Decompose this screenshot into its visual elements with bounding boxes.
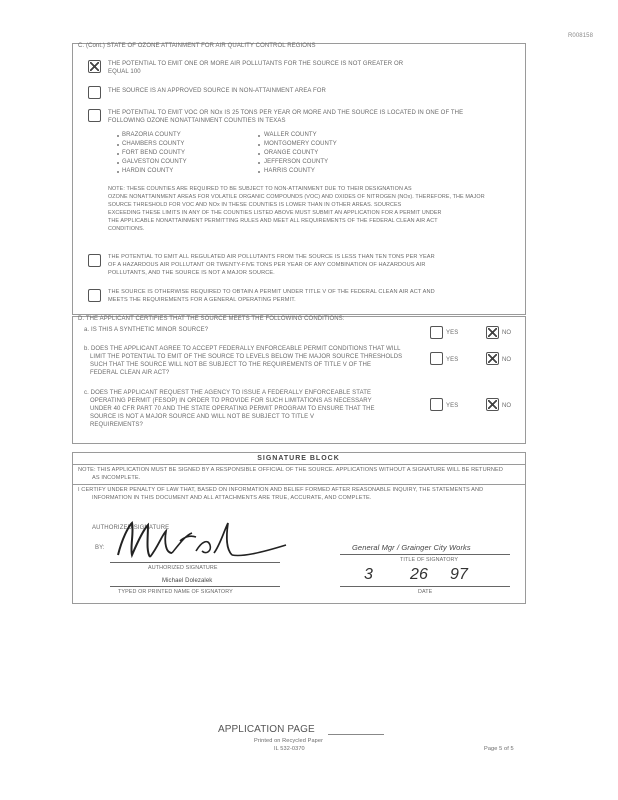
question-b-line-3: SUCH THAT THE SOURCE WILL NOT BE SUBJECT TO THE REQUIREMENTS OF TITLE V OF THE bbox=[90, 362, 372, 368]
date-caption: DATE bbox=[418, 589, 433, 595]
signature-note-line-2: AS INCOMPLETE. bbox=[92, 475, 141, 481]
note-line-5: THE APPLICABLE NONATTAINMENT PERMITTING RULES AND MEET ALL REQUIREMENTS OF THE FEDERAL CLEAN AIR ACT bbox=[108, 218, 438, 224]
question-c-yes-label: YES bbox=[446, 403, 459, 409]
option-4-text-line-1: THE POTENTIAL TO EMIT ALL REGULATED AIR POLLUTANTS FROM THE SOURCE IS LESS THAN TEN TONS PER YEAR bbox=[108, 254, 435, 260]
question-c-yes-checkbox[interactable] bbox=[430, 398, 443, 411]
option-5-text-line-1: THE SOURCE IS OTHERWISE REQUIRED TO OBTAIN A PERMIT UNDER TITLE V OF THE FEDERAL CLEAN AIR ACT AND bbox=[108, 289, 435, 295]
by-label: BY: bbox=[95, 545, 105, 551]
signature-line bbox=[110, 562, 280, 563]
option-1-text-line-1: THE POTENTIAL TO EMIT ONE OR MORE AIR POLLUTANTS FOR THE SOURCE IS NOT GREATER OR bbox=[108, 61, 404, 67]
date-day: 26 bbox=[410, 566, 428, 583]
printed-name-line bbox=[110, 586, 280, 587]
county-right-5: HARRIS COUNTY bbox=[264, 168, 315, 174]
option-3-checkbox[interactable] bbox=[88, 109, 101, 122]
signature-caption: AUTHORIZED SIGNATURE bbox=[148, 565, 218, 571]
form-number: IL 532-0370 bbox=[274, 746, 305, 752]
bullet-icon bbox=[117, 144, 119, 146]
question-b-yes-checkbox[interactable] bbox=[430, 352, 443, 365]
date-year: 97 bbox=[450, 566, 468, 583]
signatory-title: General Mgr / Grainger City Works bbox=[352, 543, 471, 552]
question-a-no-checkbox[interactable] bbox=[486, 326, 499, 339]
note-line-3: SOURCE THRESHOLD FOR VOC AND NOx IN THESE COUNTIES IS LOWER THAN IN OTHER AREAS. SOURCES bbox=[108, 202, 402, 208]
section-c-header: C. (Cont.) STATE OF OZONE ATTAINMENT FOR AIR QUALITY CONTROL REGIONS bbox=[78, 43, 316, 49]
option-4-text-line-3: POLLUTANTS, AND THE SOURCE IS NOT A MAJOR SOURCE. bbox=[108, 270, 275, 276]
question-c-line-1: c. DOES THE APPLICANT REQUEST THE AGENCY TO ISSUE A FEDERALLY ENFORCEABLE STATE bbox=[84, 390, 372, 396]
date-line bbox=[340, 586, 510, 587]
question-a-yes-checkbox[interactable] bbox=[430, 326, 443, 339]
option-2-text: THE SOURCE IS AN APPROVED SOURCE IN NON-ATTAINMENT AREA FOR bbox=[108, 88, 326, 94]
county-left-2: CHAMBERS COUNTY bbox=[122, 141, 185, 147]
title-line bbox=[340, 554, 510, 555]
county-left-4: GALVESTON COUNTY bbox=[122, 159, 187, 165]
option-5-text-line-2: MEETS THE REQUIREMENTS FOR A GENERAL OPERATING PERMIT. bbox=[108, 297, 296, 303]
county-right-2: MONTGOMERY COUNTY bbox=[264, 141, 337, 147]
question-c-line-2: OPERATING PERMIT (FESOP) IN ORDER TO PROVIDE FOR SUCH LIMITATIONS AS NECESSARY bbox=[90, 398, 372, 404]
signature-note-line-1: NOTE: THIS APPLICATION MUST BE SIGNED BY A RESPONSIBLE OFFICIAL OF THE SOURCE. APPLICATIONS WITHOUT A SIGNATURE WILL BE RETURNED bbox=[78, 467, 503, 473]
question-b-yes-label: YES bbox=[446, 357, 459, 363]
date-month: 3 bbox=[364, 566, 373, 583]
option-2-checkbox[interactable] bbox=[88, 86, 101, 99]
option-5-checkbox[interactable] bbox=[88, 289, 101, 302]
page-number: Page 5 of 5 bbox=[484, 746, 514, 752]
section-d-header: D. THE APPLICANT CERTIFIES THAT THE SOURCE MEETS THE FOLLOWING CONDITIONS: bbox=[78, 316, 345, 322]
option-4-text-line-2: OF A HAZARDOUS AIR POLLUTANT OR TWENTY-FIVE TONS PER YEAR OF ANY COMBINATION OF HAZARDOUS AIR bbox=[108, 262, 426, 268]
question-c-line-4: SOURCE IS NOT A MAJOR SOURCE AND WILL NOT BE SUBJECT TO TITLE V bbox=[90, 414, 315, 420]
bullet-icon bbox=[258, 135, 260, 137]
signature-note-divider bbox=[72, 484, 525, 485]
bullet-icon bbox=[258, 144, 260, 146]
printed-name-caption: TYPED OR PRINTED NAME OF SIGNATORY bbox=[118, 589, 233, 595]
question-b-line-1: b. DOES THE APPLICANT AGREE TO ACCEPT FEDERALLY ENFORCEABLE PERMIT CONDITIONS THAT WILL bbox=[84, 346, 401, 352]
question-b-line-4: FEDERAL CLEAN AIR ACT? bbox=[90, 370, 170, 376]
county-left-3: FORT BEND COUNTY bbox=[122, 150, 186, 156]
bullet-icon bbox=[258, 153, 260, 155]
question-b-line-2: LIMIT THE POTENTIAL TO EMIT OF THE SOURCE TO LEVELS BELOW THE MAJOR SOURCE THRESHOLDS bbox=[90, 354, 403, 360]
authorized-signature-label: AUTHORIZED SIGNATURE bbox=[92, 525, 170, 531]
option-1-text-line-2: EQUAL 100 bbox=[108, 69, 141, 75]
recycled-paper-note: Printed on Recycled Paper bbox=[254, 738, 324, 744]
county-right-3: ORANGE COUNTY bbox=[264, 150, 319, 156]
option-4-checkbox[interactable] bbox=[88, 254, 101, 267]
signature-title-divider bbox=[72, 464, 525, 465]
application-page-number-line bbox=[328, 734, 384, 735]
question-a-text: a. IS THIS A SYNTHETIC MINOR SOURCE? bbox=[84, 327, 209, 333]
county-left-5: HARDIN COUNTY bbox=[122, 168, 174, 174]
bullet-icon bbox=[117, 171, 119, 173]
question-b-no-checkbox[interactable] bbox=[486, 352, 499, 365]
title-caption: TITLE OF SIGNATORY bbox=[400, 557, 459, 563]
question-a-no-label: NO bbox=[502, 330, 512, 336]
question-b-no-label: NO bbox=[502, 357, 512, 363]
bullet-icon bbox=[258, 171, 260, 173]
certify-line-2: INFORMATION IN THIS DOCUMENT AND ALL ATTACHMENTS ARE TRUE, ACCURATE, AND COMPLETE. bbox=[92, 495, 372, 501]
option-1-checkbox[interactable] bbox=[88, 60, 101, 73]
note-line-4: EXCEEDING THESE LIMITS IN ANY OF THE COUNTIES LISTED ABOVE MUST SUBMIT AN APPLICATION FOR A PERMIT UNDER bbox=[108, 210, 442, 216]
signature-block-title: SIGNATURE BLOCK bbox=[257, 455, 340, 462]
option-3-text-line-1: THE POTENTIAL TO EMIT VOC OR NOx IS 25 TONS PER YEAR OR MORE AND THE SOURCE IS LOCATED IN ONE OF THE bbox=[108, 110, 464, 116]
bullet-icon bbox=[117, 135, 119, 137]
county-right-1: WALLER COUNTY bbox=[264, 132, 317, 138]
application-page-label: APPLICATION PAGE bbox=[218, 724, 315, 735]
handwritten-signature bbox=[110, 517, 295, 563]
question-a-yes-label: YES bbox=[446, 330, 459, 336]
county-left-1: BRAZORIA COUNTY bbox=[122, 132, 181, 138]
bullet-icon bbox=[258, 162, 260, 164]
document-id: R008158 bbox=[568, 33, 594, 39]
question-c-line-3: UNDER 40 CFR PART 70 AND THE STATE OPERATING PERMIT PROGRAM TO ENSURE THAT THE bbox=[90, 406, 375, 412]
question-c-line-5: REQUIREMENTS? bbox=[90, 422, 143, 428]
question-c-no-checkbox[interactable] bbox=[486, 398, 499, 411]
certify-line-1: I CERTIFY UNDER PENALTY OF LAW THAT, BASED ON INFORMATION AND BELIEF FORMED AFTER REASONABLE INQUIRY, THE STATEMENTS AND bbox=[78, 487, 484, 493]
note-line-2: OZONE NONATTAINMENT AREAS FOR VOLATILE ORGANIC COMPOUNDS (VOC) AND OXIDES OF NITROGEN (NOx). THEREFORE, THE MAJOR bbox=[108, 194, 485, 200]
bullet-icon bbox=[117, 162, 119, 164]
bullet-icon bbox=[117, 153, 119, 155]
county-right-4: JEFFERSON COUNTY bbox=[264, 159, 329, 165]
question-c-no-label: NO bbox=[502, 403, 512, 409]
option-3-text-line-2: FOLLOWING OZONE NONATTAINMENT COUNTIES IN TEXAS bbox=[108, 118, 286, 124]
printed-name: Michael Dolezalek bbox=[162, 578, 213, 584]
note-line-1: NOTE: THESE COUNTIES ARE REQUIRED TO BE SUBJECT TO NON-ATTAINMENT DUE TO THEIR DESIGNATION AS bbox=[108, 186, 412, 192]
note-line-6: CONDITIONS. bbox=[108, 226, 145, 232]
